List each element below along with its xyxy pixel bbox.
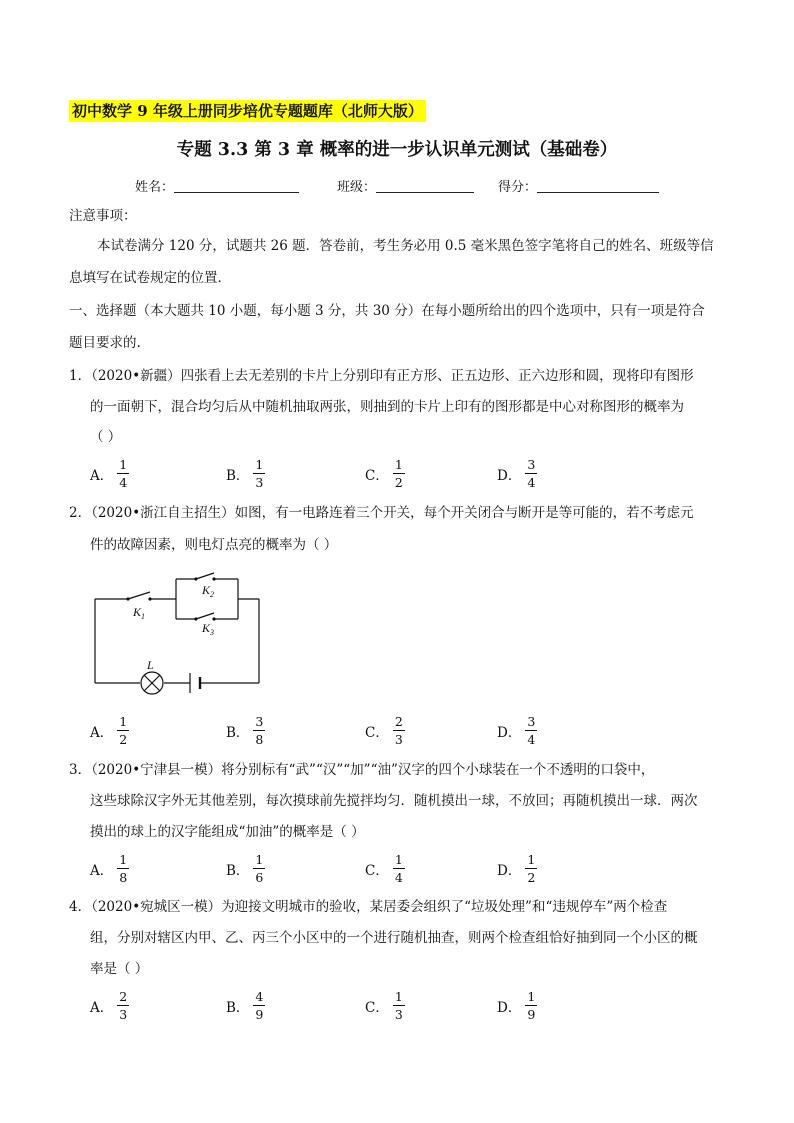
fraction: $\frac{1}{2}$ xyxy=(119,714,128,747)
fraction: $\frac{1}{4}$ xyxy=(394,852,403,885)
q1-line-2: 的一面朝下，混合均匀后从中随机抽取两张，则抽到的卡片上印有的图形都是中心对称图形的概率为 xyxy=(90,399,684,415)
class-label: 班级： xyxy=(337,180,377,195)
q1-option-b[interactable]: B． $\frac{1}{3}$ xyxy=(226,457,264,490)
name-field xyxy=(135,176,299,195)
fraction: $\frac{2}{3}$ xyxy=(119,989,128,1022)
q4-option-c[interactable]: C． $\frac{1}{3}$ xyxy=(365,989,403,1022)
fraction: $\frac{1}{6}$ xyxy=(255,852,264,885)
q4-line-2: 组，分别对辖区内甲、乙、丙三个小区中的一个进行随机抽查，则两个检查组恰好抽到同一个小区的概 xyxy=(90,930,698,946)
score-blank xyxy=(537,178,659,193)
notice-heading: 注意事项： xyxy=(69,208,137,224)
fraction: $\frac{4}{9}$ xyxy=(255,989,264,1022)
q3-line-2: 这些球除汉字外无其他差别，每次摸球前先搅拌均匀．随机摸出一球，不放回；再随机摸出一球．两次 xyxy=(90,793,698,809)
k3-label: $K_3$ xyxy=(202,621,215,637)
notice-line-2: 息填写在试卷规定的位置． xyxy=(69,270,231,286)
q2-option-d[interactable]: D． $\frac{3}{4}$ xyxy=(497,714,536,747)
notice-line-1: 本试卷满分 120 分，试题共 26 题．答卷前，考生务必用 0.5 毫米黑色签字笔将自己的姓名、班级等信 xyxy=(97,238,714,254)
q3-option-b[interactable]: B． $\frac{1}{6}$ xyxy=(226,852,264,885)
q2-option-c[interactable]: C． $\frac{2}{3}$ xyxy=(365,714,403,747)
q1-option-c[interactable]: C． $\frac{1}{2}$ xyxy=(365,457,403,490)
fraction: $\frac{1}{2}$ xyxy=(527,852,536,885)
fraction: $\frac{1}{4}$ xyxy=(119,457,128,490)
q2-line-1: 2．（2020•浙江自主招生）如图，有一电路连着三个开关，每个开关闭合与断开是等可能的，若不考虑元 xyxy=(69,505,694,521)
q1-option-a[interactable]: A． $\frac{1}{4}$ xyxy=(90,457,128,490)
q3-line-3: 摸出的球上的汉字能组成“加油”的概率是（ ） xyxy=(90,824,365,840)
q3-option-c[interactable]: C． $\frac{1}{4}$ xyxy=(365,852,403,885)
q2-line-2: 件的故障因素，则电灯点亮的概率为（ ） xyxy=(90,537,338,553)
page-title: 专题 3.3 第 3 章 概率的进一步认识单元测试（基础卷） xyxy=(176,140,618,160)
fraction: $\frac{1}{8}$ xyxy=(119,852,128,885)
section-heading-line-1: 一、选择题（本大题共 10 小题，每小题 3 分，共 30 分）在每小题所给出的四个选项中，只有一项是符合 xyxy=(69,303,705,319)
circuit-diagram xyxy=(92,570,267,696)
fraction: $\frac{2}{3}$ xyxy=(394,714,403,747)
class-field xyxy=(337,176,474,195)
q2-option-b[interactable]: B． $\frac{3}{8}$ xyxy=(226,714,264,747)
k1-label: $K_1$ xyxy=(133,605,146,621)
q3-option-d[interactable]: D． $\frac{1}{2}$ xyxy=(497,852,536,885)
name-blank xyxy=(174,178,299,193)
score-field xyxy=(498,176,659,195)
series-tag: 初中数学 9 年级上册同步培优专题题库（北师大版） xyxy=(69,100,426,122)
q1-line-3: （ ） xyxy=(90,429,122,445)
section-heading-line-2: 题目要求的. xyxy=(69,335,141,351)
lamp-label: L xyxy=(147,658,154,672)
fraction: $\frac{1}{3}$ xyxy=(255,457,264,490)
q1-line-1: 1．（2020•新疆）四张看上去无差别的卡片上分别印有正方形、正五边形、正六边形和圆，现将印有图形 xyxy=(69,368,694,384)
name-label: 姓名： xyxy=(135,180,175,195)
fraction: $\frac{3}{4}$ xyxy=(527,457,536,490)
k2-label: $K_2$ xyxy=(202,583,215,599)
q4-option-b[interactable]: B． $\frac{4}{9}$ xyxy=(226,989,264,1022)
fraction: $\frac{3}{8}$ xyxy=(255,714,264,747)
fraction: $\frac{1}{9}$ xyxy=(527,989,536,1022)
fraction: $\frac{1}{3}$ xyxy=(394,989,403,1022)
score-label: 得分： xyxy=(498,180,538,195)
q4-line-3: 率是（ ） xyxy=(90,961,149,977)
q2-option-a[interactable]: A． $\frac{1}{2}$ xyxy=(90,714,128,747)
q4-line-1: 4．（2020•宛城区一模）为迎接文明城市的验收，某居委会组织了“垃圾处理”和“违规停车”两个检查 xyxy=(69,899,668,915)
q3-line-1: 3．（2020•宁津县一模）将分别标有“武”“汉”“加”“油”汉字的四个小球装在一个不透明的口袋中， xyxy=(69,762,655,778)
q4-option-a[interactable]: A． $\frac{2}{3}$ xyxy=(90,989,128,1022)
q4-option-d[interactable]: D． $\frac{1}{9}$ xyxy=(497,989,536,1022)
fraction: $\frac{3}{4}$ xyxy=(527,714,536,747)
class-blank xyxy=(376,178,474,193)
fraction: $\frac{1}{2}$ xyxy=(394,457,403,490)
q1-option-d[interactable]: D． $\frac{3}{4}$ xyxy=(497,457,536,490)
q3-option-a[interactable]: A． $\frac{1}{8}$ xyxy=(90,852,128,885)
